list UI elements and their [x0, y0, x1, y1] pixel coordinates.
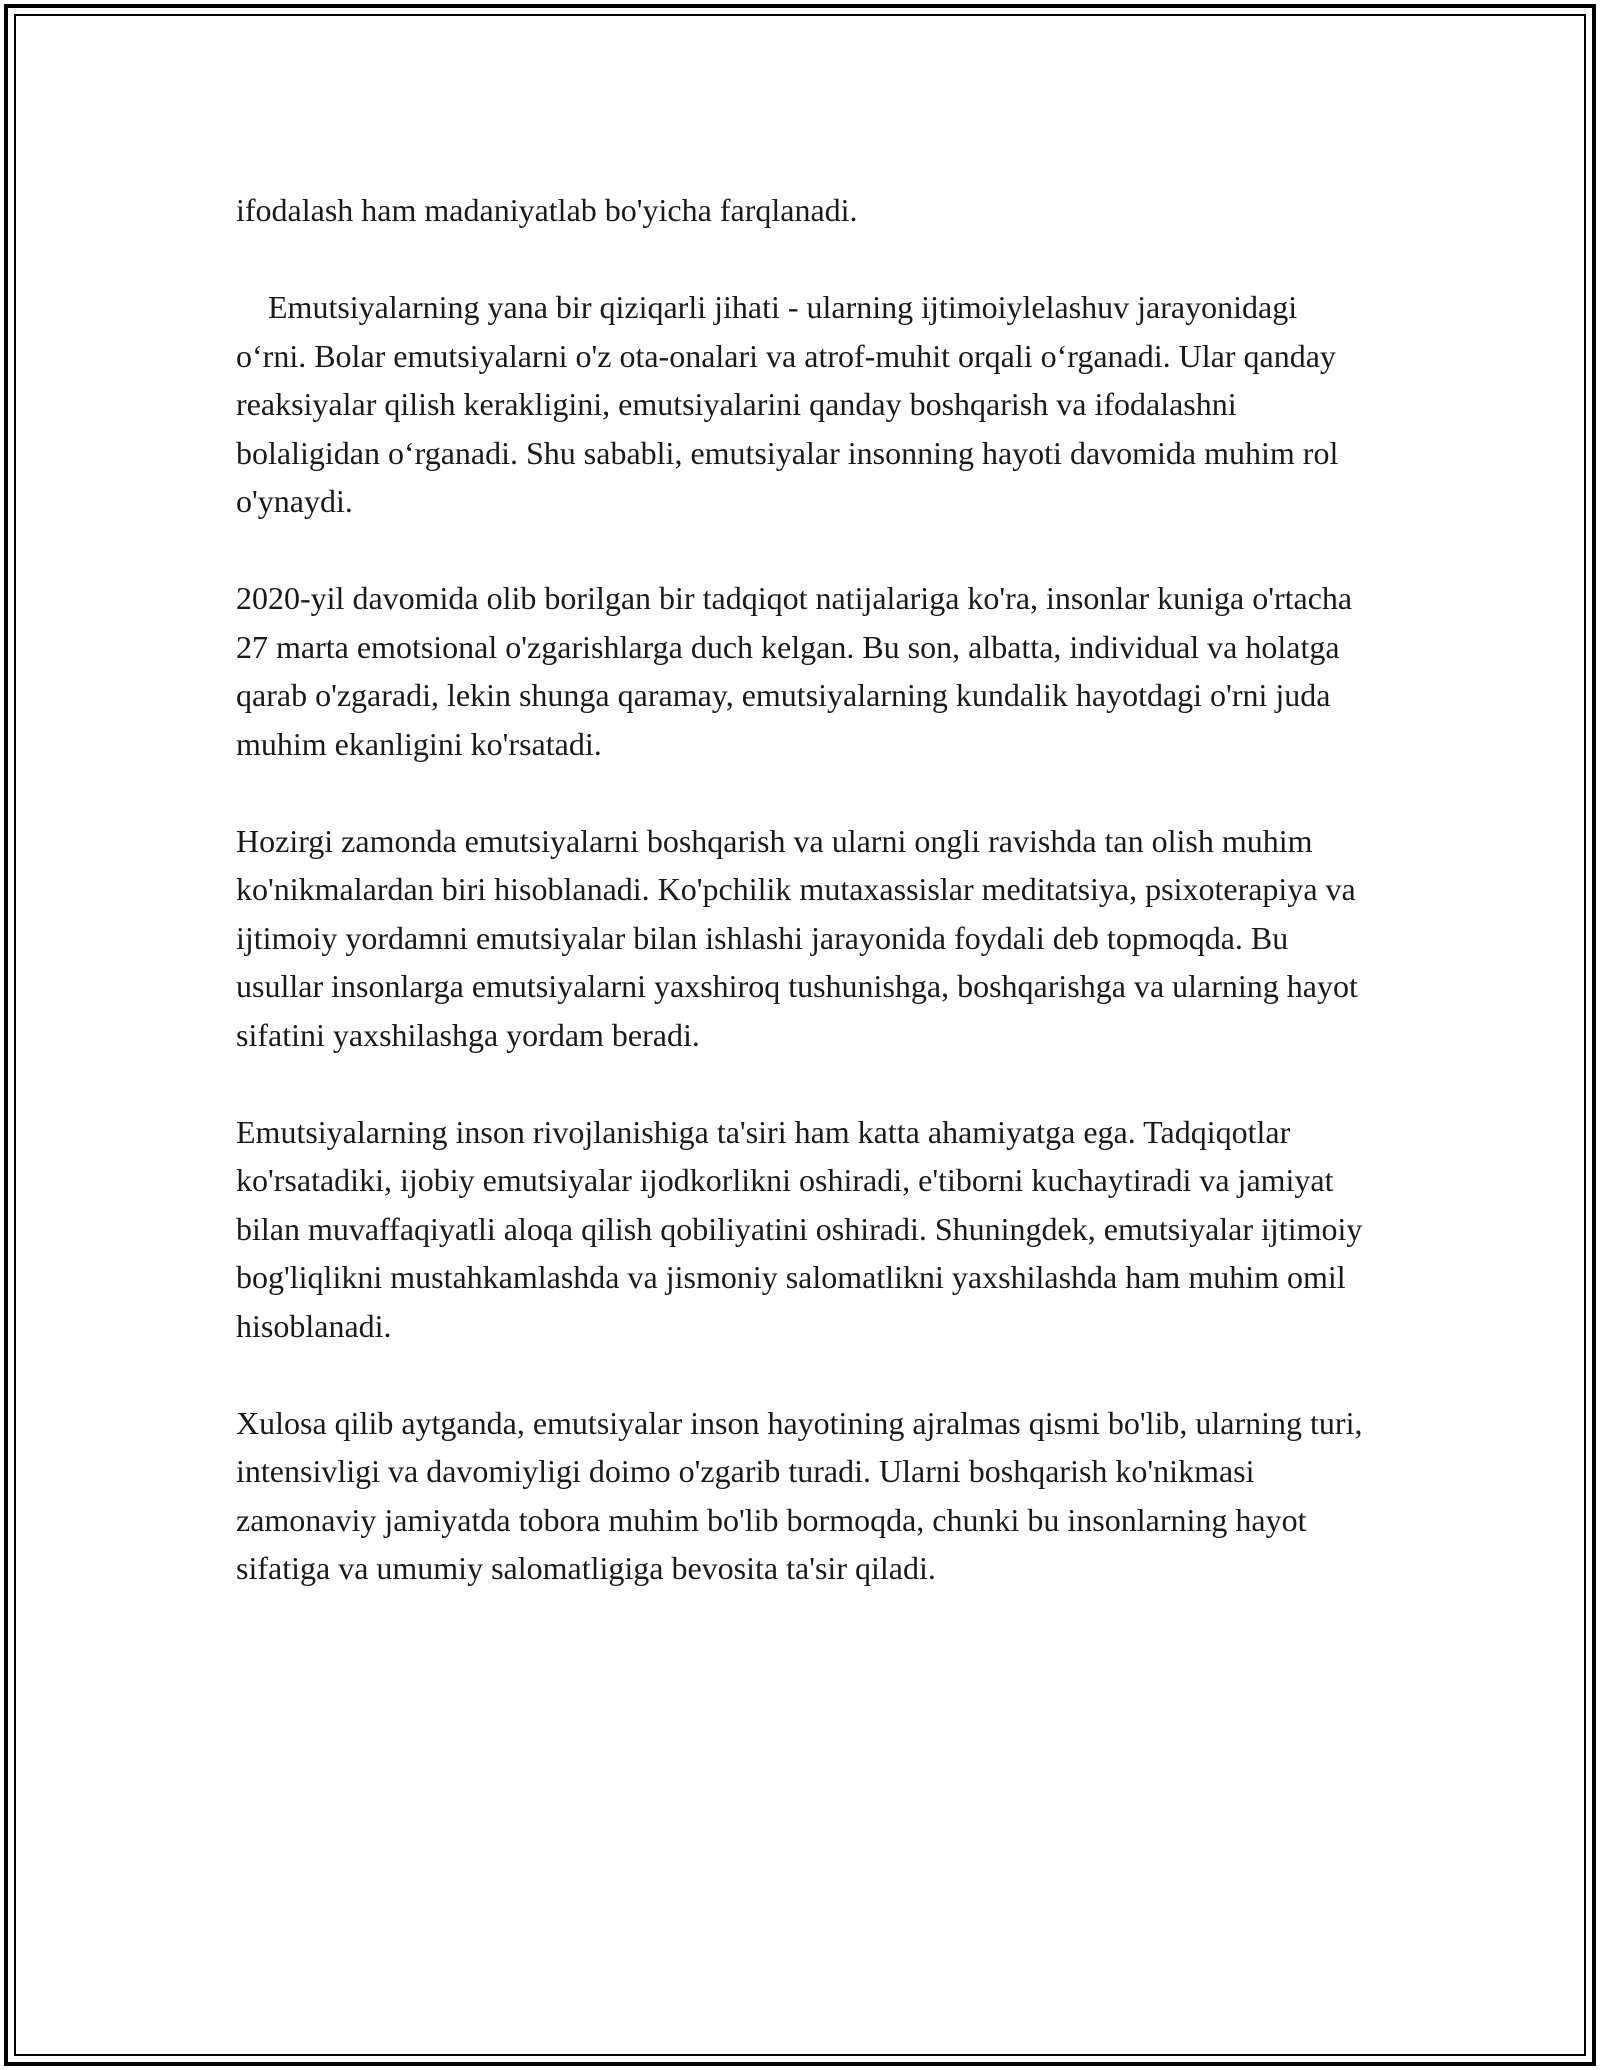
paragraph-conclusion: Xulosa qilib aytganda, emutsiyalar inson hayotining ajralmas qismi bo'lib, ularning turi, intensivligi va davomiyligi doimo o'zgarib turadi. Ularni boshqarish ko'nikmasi zamonaviy jamiyatda tobora muhim bo'lib bormoqda, chunki bu insonlarning hayot sifatiga va umumiy salomatligiga bevosita ta'sir qiladi.	[236, 1404, 1371, 1586]
paragraph-socialization: Emutsiyalarning yana bir qiziqarli jihati - ularning ijtimoiylelashuv jarayonidagi o‘rni. Bolar emutsiyalarni o'z ota-onalari va atrof-muhit orqali o‘rganadi. Ular qanday reaksiyalar qilish kerakligini, emutsiyalarini qanday boshqarish va ifodalashni bolaligidan o‘rganadi. Shu sababli, emutsiyalar insonning hayoti davomida muhim rol o'ynaydi.	[236, 289, 1347, 519]
paragraph-emotion-management: Hozirgi zamonda emutsiyalarni boshqarish va ularni ongli ravishda tan olish muhim ko'nikmalardan biri hisoblanadi. Ko'pchilik mutaxassislar meditatsiya, psixoterapiya va ijtimoiy yordamni emutsiyalar bilan ishlashi jarayonida foydali deb topmoqda. Bu usullar insonlarga emutsiyalarni yaxshiroq tushunishga, boshqarishga va ularning hayot sifatini yaxshilashga yordam beradi.	[236, 822, 1366, 1053]
paragraph-development-impact: Emutsiyalarning inson rivojlanishiga ta'siri ham katta ahamiyatga ega. Tadqiqotlar ko'rsatadiki, ijobiy emutsiyalar ijodkorlikni oshiradi, e'tiborni kuchaytiradi va jamiyat bilan muvaffaqiyatli aloqa qilish qobiliyatini oshiradi. Shuningdek, emutsiyalar ijtimoiy bog'liqlikni mustahkamlashda va jismoniy salomatlikni yaxshilashda ham muhim omil hisoblanadi.	[236, 1113, 1371, 1344]
document-body	[236, 186, 1371, 1641]
paragraph-continuation: ifodalash ham madaniyatlab bo'yicha farqlanadi.	[236, 192, 858, 228]
paragraph-research-2020: 2020-yil davomida olib borilgan bir tadqiqot natijalariga ko'ra, insonlar kuniga o'rtacha 27 marta emotsional o'zgarishlarga duch kelgan. Bu son, albatta, individual va holatga qarab o'zgaradi, lekin shunga qaramay, emutsiyalarning kundalik hayotdagi o'rni juda muhim ekanligini ko'rsatadi.	[236, 580, 1361, 762]
